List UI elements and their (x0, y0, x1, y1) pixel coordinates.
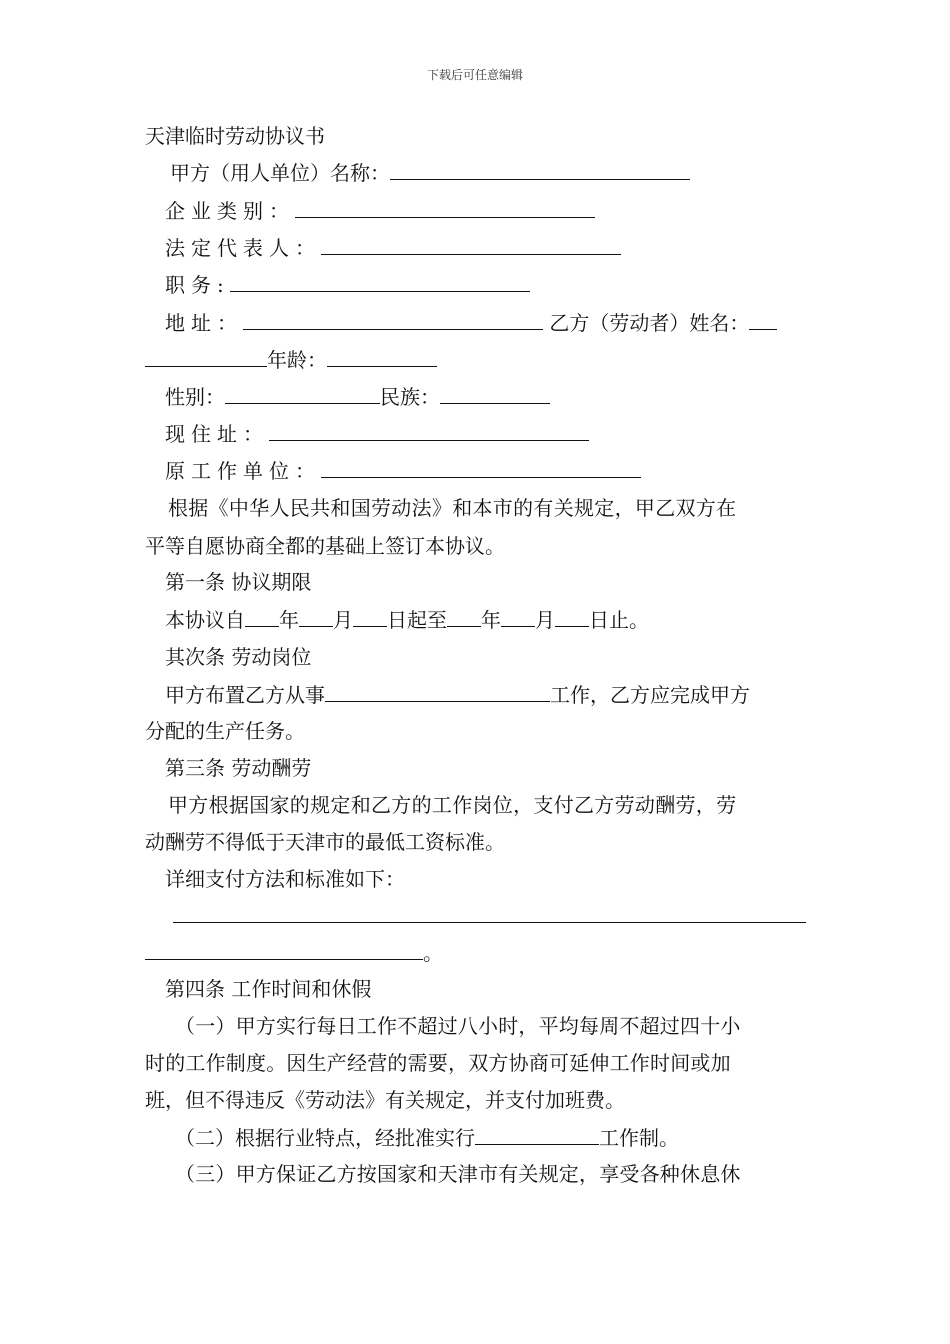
start-month-blank (299, 607, 333, 627)
legal-rep-blank (321, 235, 621, 255)
article-3-line-2: 动酬劳不得低于天津市的最低工资标准。 (145, 830, 505, 854)
legal-rep-row (165, 235, 621, 260)
article-4-clause-3-line-1: （三）甲方保证乙方按国家和天津市有关规定，享受各种休息休 (175, 1162, 741, 1186)
article-3-title: 第三条 劳动酬劳 (165, 756, 312, 780)
article-3-line-3: 详细支付方法和标准如下： (165, 867, 405, 891)
article-1-term-row (165, 607, 649, 632)
enterprise-type-label: 企业类别： (165, 199, 295, 223)
article-2-line-2: 分配的生产任务。 (145, 719, 305, 743)
start-year-label: 年 (279, 608, 299, 632)
former-employer-row (165, 458, 641, 483)
age-row (145, 347, 437, 372)
enterprise-type-blank (295, 198, 595, 218)
end-year-blank (447, 607, 481, 627)
address-row (165, 310, 777, 335)
party-a-name-label: 甲方（用人单位）名称： (170, 161, 390, 185)
article-4-clause-1-line-2: 时的工作制度。因生产经营的需要，双方协商可延伸工作时间或加 (145, 1051, 731, 1075)
current-address-blank (269, 421, 589, 441)
start-day-blank (353, 607, 387, 627)
payment-method-period: 。 (423, 941, 443, 965)
age-blank (327, 347, 437, 367)
article-2-line-1 (165, 682, 750, 707)
article-1-title: 第一条 协议期限 (165, 570, 312, 594)
current-address-label: 现住址： (165, 422, 269, 446)
payment-method-blank-2 (145, 940, 423, 960)
article-4-clause-2-text-b: 工作制。 (599, 1126, 679, 1150)
article-4-clause-2-text-a: （二）根据行业特点，经批准实行 (175, 1126, 475, 1150)
gender-blank (225, 384, 380, 404)
article-4-title: 第四条 工作时间和休假 (165, 977, 372, 1001)
legal-rep-label: 法定代表人： (165, 236, 321, 260)
start-day-label: 日起至 (387, 608, 447, 632)
gender-row (165, 384, 550, 409)
party-a-name-row (170, 160, 690, 185)
party-b-name-blank-b (145, 347, 267, 367)
end-day-blank (555, 607, 589, 627)
enterprise-type-row (165, 198, 595, 223)
article-3-line-1: 甲方根据国家的规定和乙方的工作岗位，支付乙方劳动酬劳，劳 (168, 793, 737, 817)
age-label: 年龄： (267, 348, 327, 372)
position-blank (230, 272, 530, 292)
payment-method-blank-1 (173, 903, 806, 923)
end-year-label: 年 (481, 608, 501, 632)
ethnicity-label: 民族： (380, 385, 440, 409)
former-employer-label: 原工作单位： (165, 459, 321, 483)
start-year-blank (245, 607, 279, 627)
position-label: 职务: (165, 273, 230, 297)
party-b-name-label: 乙方（劳动者）姓名： (549, 311, 750, 335)
current-address-row (165, 421, 589, 446)
article-4-clause-2-row (175, 1125, 679, 1150)
article-2-text-b: 工作，乙方应完成甲方 (550, 683, 750, 707)
address-blank (243, 310, 543, 330)
gender-label: 性别： (165, 385, 225, 409)
article-4-clause-1-line-3: 班，但不得违反《劳动法》有关规定，并支付加班费。 (145, 1088, 625, 1112)
job-role-blank (325, 682, 550, 702)
former-employer-blank (321, 458, 641, 478)
article-4-clause-1-line-1: （一）甲方实行每日工作不超过八小时，平均每周不超过四十小 (175, 1014, 741, 1038)
start-month-label: 月 (333, 608, 353, 632)
article-2-title: 其次条 劳动岗位 (165, 645, 312, 669)
party-b-name-blank-a (749, 310, 777, 330)
document-title: 天津临时劳动协议书 (145, 124, 325, 148)
address-label: 地址： (165, 311, 243, 335)
work-system-blank (475, 1125, 599, 1145)
payment-method-row-2 (145, 940, 443, 965)
end-month-blank (501, 607, 535, 627)
ethnicity-blank (440, 384, 550, 404)
intro-paragraph-line-1: 根据《中华人民共和国劳动法》和本市的有关规定，甲乙双方在 (168, 496, 737, 520)
end-day-label: 日止。 (589, 608, 649, 632)
position-row (165, 272, 530, 297)
payment-method-row-1 (173, 903, 806, 928)
page-header-note: 下载后可任意编辑 (426, 68, 523, 82)
article-2-text-a: 甲方布置乙方从事 (165, 683, 325, 707)
party-a-name-blank (390, 160, 690, 180)
intro-paragraph-line-2: 平等自愿协商全都的基础上签订本协议。 (145, 534, 505, 558)
end-month-label: 月 (535, 608, 555, 632)
term-from-label: 本协议自 (165, 608, 245, 632)
